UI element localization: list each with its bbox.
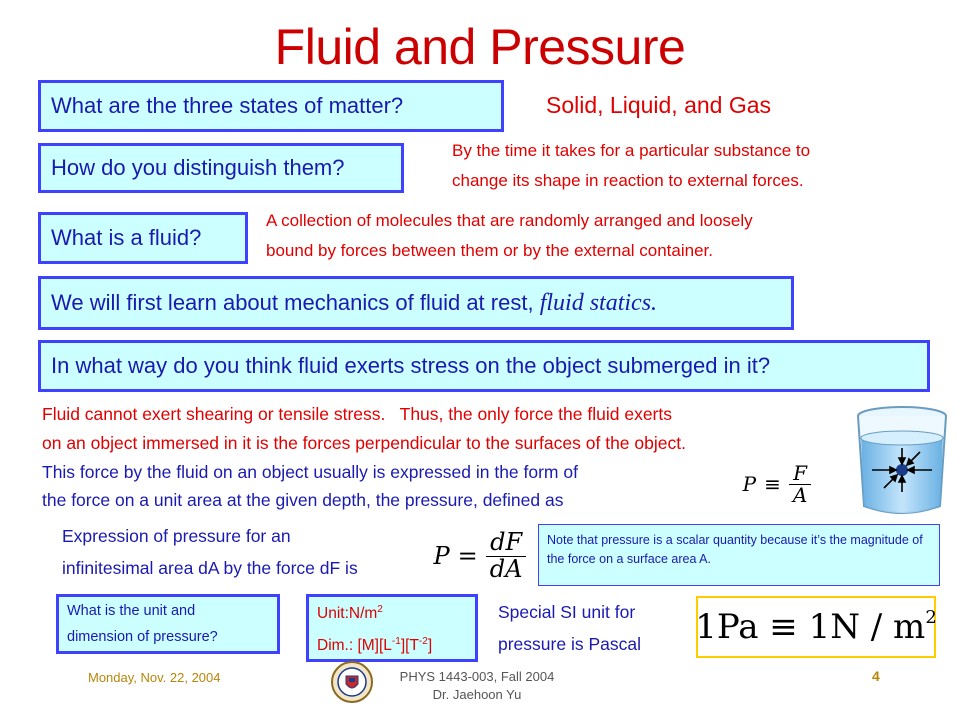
- question-distinguish: [38, 143, 404, 193]
- unit-label: Unit:N/m: [317, 605, 378, 622]
- dim-exponent: -1: [391, 636, 401, 647]
- seal-icon: [330, 660, 374, 704]
- footer-author: Dr. Jaehoon Yu: [432, 687, 522, 702]
- pressure-definition-text: [42, 458, 578, 514]
- text-line: infinitesimal area dA by the force dF is: [62, 558, 358, 578]
- fluid-statics-term: fluid statics.: [539, 289, 658, 316]
- unit-dimension-answer: [306, 594, 478, 662]
- question-text: How do you distinguish them?: [51, 155, 345, 180]
- infinitesimal-text: [62, 520, 358, 584]
- question-stress: [38, 340, 930, 392]
- answer-line: Fluid cannot exert shearing or tensile stress. Thus, the only force the fluid exerts: [42, 404, 672, 424]
- dim-part: ][T: [400, 637, 419, 655]
- text-line: the force on a unit area at the given depth, the pressure, defined as: [42, 490, 564, 510]
- unit-line: [317, 596, 467, 628]
- si-unit-text: [498, 596, 641, 660]
- eq-numerator: F: [789, 463, 811, 485]
- footer-course-info: [384, 668, 570, 704]
- dim-part: Dim.: [M][L: [317, 637, 392, 655]
- university-seal: [330, 660, 374, 704]
- question-fluid: [38, 212, 248, 264]
- eq-relation: ≡: [764, 472, 781, 496]
- unit-exponent: 2: [377, 603, 383, 615]
- footer-date: Monday, Nov. 22, 2004: [88, 670, 221, 685]
- eq-denominator: A: [792, 482, 808, 507]
- text-line: pressure is Pascal: [498, 634, 641, 654]
- pascal-equation: [696, 596, 936, 658]
- differential-pressure-equation: [430, 524, 530, 588]
- text-line: Special SI unit for: [498, 602, 636, 622]
- page-number: 4: [872, 668, 880, 684]
- beaker-illustration: [850, 402, 954, 520]
- text-line: Expression of pressure for an: [62, 526, 291, 546]
- dim-part: ]: [427, 637, 433, 655]
- answer-line: A collection of molecules that are randomly arranged and loosely: [266, 211, 753, 230]
- answer-fluid: [266, 206, 753, 266]
- beaker-icon: [850, 402, 954, 520]
- question-text: In what way do you think fluid exerts stress on the object submerged in it?: [51, 353, 771, 378]
- answer-line: change its shape in reaction to external forces.: [452, 171, 804, 190]
- dimension-line: [317, 628, 467, 660]
- question-unit-dimension: [56, 594, 280, 654]
- text-line: This force by the fluid on an object usually is expressed in the form of: [42, 462, 578, 482]
- scalar-note: Note that pressure is a scalar quantity because it’s the magnitude of the force on a surface area A.: [538, 524, 940, 586]
- question-text: What are the three states of matter?: [51, 93, 404, 118]
- statement-text: We will first learn about mechanics of fluid at rest,: [51, 290, 540, 315]
- fluid-statics-box: [38, 276, 794, 330]
- eq-text: 1Pa ≡ 1N / m: [695, 607, 926, 647]
- eq-relation: =: [457, 542, 478, 570]
- answer-line: bound by forces between them or by the external container.: [266, 241, 713, 260]
- dim-exponent: -2: [418, 636, 428, 647]
- question-states-of-matter: [38, 80, 504, 132]
- question-text: What is a fluid?: [51, 225, 202, 250]
- answer-line: on an object immersed in it is the forces perpendicular to the surfaces of the object.: [42, 433, 686, 453]
- answer-states: Solid, Liquid, and Gas: [546, 92, 772, 118]
- answer-distinguish: [452, 136, 810, 196]
- question-line: dimension of pressure?: [67, 629, 218, 645]
- eq-numerator: dF: [486, 530, 526, 556]
- answer-line: By the time it takes for a particular substance to: [452, 141, 811, 160]
- slide-title: Fluid and Pressure: [274, 19, 686, 75]
- eq-denominator: dA: [489, 554, 523, 583]
- eq-exponent: 2: [925, 606, 937, 628]
- eq-lhs: P: [742, 472, 757, 496]
- footer-course: PHYS 1443-003, Fall 2004: [399, 669, 555, 684]
- question-line: What is the unit and: [67, 603, 196, 619]
- eq-fraction: [486, 530, 527, 581]
- answer-stress: [42, 400, 686, 458]
- eq-lhs: P: [433, 542, 450, 570]
- eq-fraction: [789, 460, 811, 507]
- pressure-definition-equation: [734, 456, 820, 512]
